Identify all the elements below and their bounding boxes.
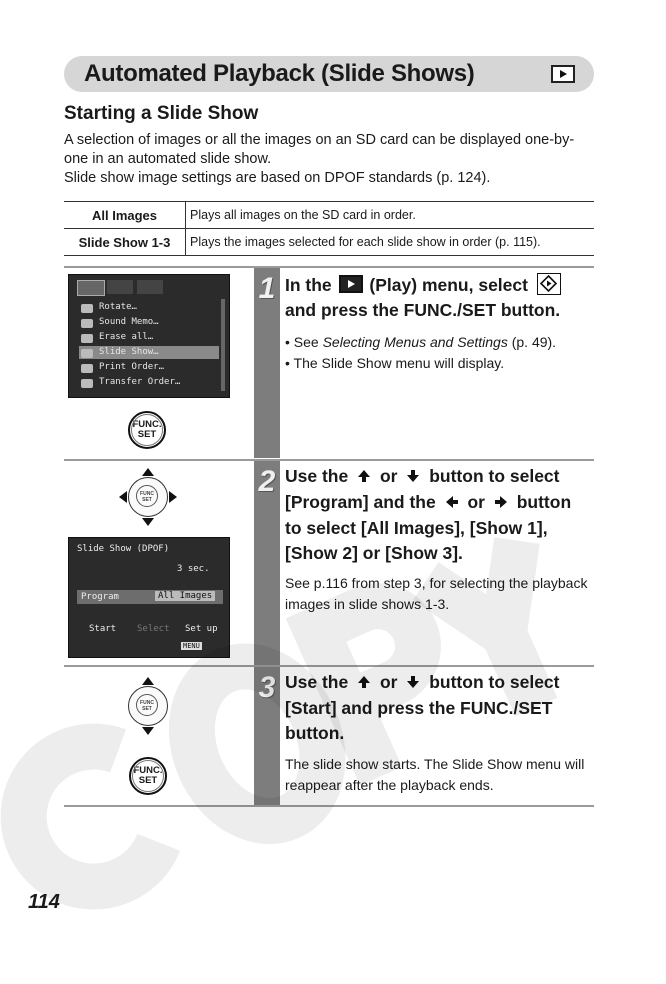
right-arrow-icon — [494, 491, 508, 516]
play-menu-icon — [339, 275, 363, 293]
step-2-title-part: or — [379, 466, 398, 486]
step-2-title-part: [Show 2] or [Show 3]. — [285, 543, 463, 563]
intro-text — [64, 131, 596, 188]
table-row — [64, 202, 594, 229]
menu-scrollbar — [221, 299, 225, 391]
screen-title: Slide Show (DPOF) — [77, 544, 170, 554]
camera-menu-screen — [68, 274, 230, 398]
func-set-button-icon — [129, 757, 167, 795]
menu-item-slide-show: Slide Show… — [99, 347, 159, 357]
bullet-text: (p. 49). — [507, 334, 557, 350]
page-number: 114 — [28, 891, 60, 913]
step-1-body — [285, 332, 595, 374]
set-label: SET — [137, 429, 157, 440]
intro-paragraph-2: Slide show image settings are based on DPOF standards (p. 124). — [64, 170, 491, 186]
option-value: Plays the images selected for each slide show in order (p. 115). — [186, 229, 595, 256]
slide-show-icon — [537, 273, 561, 295]
transfer-icon — [81, 379, 93, 388]
program-value: All Images — [155, 591, 215, 601]
step-divider — [64, 805, 594, 807]
step-3-title-part: [Start] and press the FUNC./SET — [285, 698, 553, 718]
step-number: 1 — [258, 272, 276, 305]
left-arrow-icon — [445, 491, 459, 516]
bullet-reference: Selecting Menus and Settings — [322, 334, 508, 350]
play-tab-icon — [77, 280, 105, 296]
option-key: Slide Show 1-3 — [64, 229, 186, 256]
dpad-center: FUNC SET — [136, 485, 158, 507]
up-down-dpad-icon — [119, 677, 177, 735]
select-option: Select — [137, 624, 170, 634]
step-2-title — [285, 464, 595, 566]
microphone-icon — [81, 319, 93, 328]
menu-button-label: MENU — [183, 642, 200, 650]
play-mode-icon — [551, 65, 575, 83]
slide-show-icon — [81, 349, 93, 358]
menu-item-rotate: Rotate… — [99, 302, 137, 312]
step-2-title-part: Use the — [285, 466, 349, 486]
page-title: Automated Playback (Slide Shows) — [84, 60, 475, 87]
interval-value: 3 sec. — [177, 564, 210, 574]
section-heading: Starting a Slide Show — [64, 103, 259, 124]
options-table — [64, 201, 594, 256]
program-label: Program — [81, 592, 119, 602]
step-number: 2 — [258, 465, 276, 498]
table-row — [64, 229, 594, 256]
option-value: Plays all images on the SD card in order. — [186, 202, 595, 229]
step-divider — [64, 459, 594, 461]
menu-item-sound-memo: Sound Memo… — [99, 317, 159, 327]
start-option: Start — [89, 624, 117, 634]
step-divider — [64, 266, 594, 268]
step-1-bullet-2: • The Slide Show menu will display. — [285, 355, 505, 371]
down-arrow-icon — [406, 465, 420, 490]
up-arrow-icon — [357, 465, 371, 490]
menu-item-print-order: Print Order… — [99, 362, 165, 372]
dpad-center: FUNC SET — [136, 694, 158, 716]
step-2-title-part: or — [467, 492, 485, 512]
step-3-description: The slide show starts. The Slide Show menu will reappear after the playback ends. — [285, 756, 585, 793]
step-1-title-part: (Play) menu, select — [369, 275, 528, 295]
four-way-dpad-icon — [119, 468, 177, 526]
down-arrow-icon — [406, 671, 420, 696]
up-arrow-icon — [357, 671, 371, 696]
setup-tab-icon — [137, 280, 163, 294]
option-key: All Images — [64, 202, 186, 229]
print-tab-icon — [107, 280, 133, 294]
watermark-text: COPY — [333, 750, 336, 751]
step-3-title-part: Use the — [285, 672, 349, 692]
set-label: SET — [138, 775, 158, 786]
func-set-button-icon — [128, 411, 166, 449]
step-1-bullet-1 — [285, 332, 595, 353]
step-2-description: See p.116 from step 3, for selecting the playback images in slide shows 1-3. — [285, 575, 588, 612]
step-2-title-part: button to select — [429, 466, 560, 486]
step-2-title-part: button — [516, 492, 572, 512]
step-number: 3 — [258, 671, 276, 704]
trash-icon — [81, 334, 93, 343]
intro-paragraph-1: A selection of images or all the images on an SD card can be displayed one-by-one in an automated slide show. — [64, 132, 575, 167]
step-3-title-part: button to select — [429, 672, 560, 692]
step-3-title — [285, 670, 595, 746]
step-3-title-part: or — [379, 672, 398, 692]
menu-item-transfer-order: Transfer Order… — [99, 377, 181, 387]
print-icon — [81, 364, 93, 373]
step-1-title-part: In the — [285, 275, 332, 295]
setup-option: Set up — [185, 624, 218, 634]
step-2-title-part: [Program] and the — [285, 492, 436, 512]
step-3-title-part: button. — [285, 723, 345, 743]
menu-item-erase-all: Erase all… — [99, 332, 154, 342]
step-2-title-part: to select [All Images], [Show 1], — [285, 518, 548, 538]
step-3-body — [285, 754, 595, 796]
step-divider — [64, 665, 594, 667]
func-label: FUNC. — [133, 765, 163, 776]
step-1-title — [285, 273, 595, 323]
step-1-title-part: and press the FUNC./SET button. — [285, 300, 561, 320]
func-label: FUNC. — [132, 419, 162, 430]
rotate-icon — [81, 304, 93, 313]
bullet-text: • See — [285, 334, 323, 350]
step-2-body — [285, 573, 595, 615]
slide-show-settings-screen — [68, 537, 230, 658]
